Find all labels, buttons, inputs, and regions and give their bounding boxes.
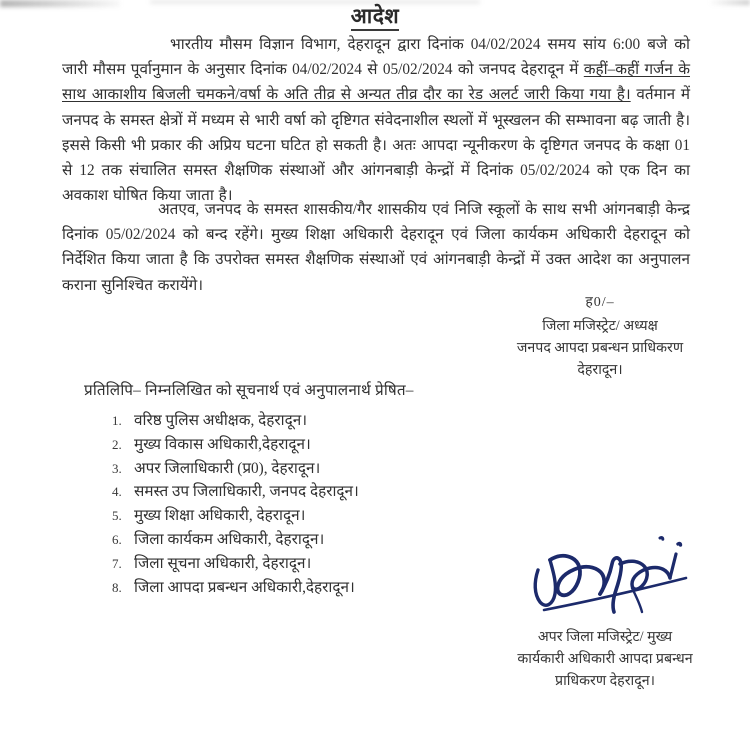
list-item — [112, 528, 359, 552]
signature-mark-top: ह0/– — [585, 295, 615, 310]
list-item-label: मुख्य विकास अधिकारी,देहरादून। — [134, 435, 311, 453]
list-item-number: 6. — [112, 531, 122, 547]
list-item — [112, 504, 359, 528]
paragraph-two-text: अतएव, जनपद के समस्त शासकीय/गैर शासकीय एवं निजि स्कूलों के साथ सभी आंगनबाड़ी केन्द्र दिनांक 05/02/2024 को बन्द रहेंगे। मुख्य शिक्षा अधिकारी देहरादून एवं जिला कार्यकम अधिकारी देहरादून को निर्देशित किया जाता है कि उपरोक्त समस्त शैक्षणिक संस्थाओं एवं आंगनबाड़ी केन्द्रों में उक्त आदेश का अनुपालन कराना सुनिश्चित करायेंगे। — [62, 201, 690, 294]
document-title-text: आदेश — [351, 4, 399, 31]
list-item-label: जिला सूचना अधिकारी, देहरादून। — [134, 554, 312, 572]
copy-distribution-header: प्रतिलिपि– निम्नलिखित को सूचनार्थ एवं अनुपालनार्थ प्रेषित– — [84, 382, 414, 399]
paragraph-one — [62, 32, 690, 208]
copy-distribution-list — [112, 409, 359, 599]
list-item-label: मुख्य शिक्षा अधिकारी, देहरादून। — [134, 507, 306, 525]
list-item — [112, 409, 359, 433]
underlined-alert-phrase: कहीं–कहीं गर्जन के साथ आकाशीय बिजली चमकने/वर्षा के अति तीव्र से अन्यत तीव्र दौर का रेड अलर्ट जारी किया गया है। — [62, 61, 690, 104]
paragraph-two — [62, 197, 690, 298]
list-item-label: जिला कार्यकम अधिकारी, देहरादून। — [134, 530, 325, 548]
signature-bottom-place: प्राधिकरण देहरादून। — [555, 673, 655, 689]
list-item-number: 7. — [112, 555, 122, 571]
list-item-number: 5. — [112, 508, 122, 524]
list-item-label: जिला आपदा प्रबन्धन अधिकारी,देहरादून। — [134, 578, 355, 596]
signature-top-designation: जिला मजिस्ट्रेट/ अध्यक्ष — [542, 318, 658, 334]
signature-block-bottom — [470, 626, 740, 692]
list-item-number: 2. — [112, 436, 122, 452]
signature-bottom-designation: अपर जिला मजिस्ट्रेट/ मुख्य — [537, 629, 673, 645]
list-item-number: 4. — [112, 484, 122, 500]
list-item — [112, 480, 359, 504]
list-item-number: 1. — [112, 413, 122, 428]
list-item — [112, 433, 359, 457]
list-item-label: समस्त उप जिलाधिकारी, जनपद देहरादून। — [134, 483, 359, 501]
list-item-number: 3. — [112, 460, 122, 476]
handwritten-signature-icon — [520, 530, 710, 635]
list-item — [112, 552, 359, 576]
list-item-number: 8. — [112, 579, 122, 595]
signature-bottom-authority: कार्यकारी अधिकारी आपदा प्रबन्धन — [517, 651, 693, 667]
signature-top-authority: जनपद आपदा प्रबन्धन प्राधिकरण — [516, 340, 684, 356]
list-item-label: अपर जिलाधिकारी (प्र0), देहरादून। — [134, 459, 321, 477]
signature-block-top — [470, 292, 730, 381]
list-item-label: वरिष्ठ पुलिस अधीक्षक, देहरादून। — [134, 412, 308, 429]
document-title — [0, 2, 750, 30]
list-item — [112, 576, 359, 600]
list-item — [112, 457, 359, 481]
paragraph-one-text: भारतीय मौसम विज्ञान विभाग, देहरादून द्वारा दिनांक 04/02/2024 समय सांय 6:00 बजे को जारी मौसम पूर्वानुमान के अनुसार दिनांक 04/02/2024 से 05/02/2024 को जनपद देहरादून में कहीं–कहीं गर्जन के साथ आकाशीय बिजली चमकने/वर्षा के अति तीव्र से अन्यत तीव्र दौर का रेड अलर्ट जारी किया गया है। वर्तमान में जनपद के समस्त क्षेत्रों में मध्यम से भारी वर्षा को दृष्टिगत संवेदनाशील स्थलों में भूस्खलन की सम्भावना बढ़ जाती है। इससे किसी भी प्रकार की अप्रिय घटना घटित हो सकती है। अतः आपदा न्यूनीकरण के दृष्टिगत जनपद के कक्षा 01 से 12 तक संचालित समस्त शैक्षणिक संस्थाओं और आंगनबाड़ी केन्द्रों में दिनांक 05/02/2024 को एक दिन का अवकाश घोषित किया जाता है। — [62, 36, 690, 205]
signature-top-place: देहरादून। — [577, 362, 623, 378]
